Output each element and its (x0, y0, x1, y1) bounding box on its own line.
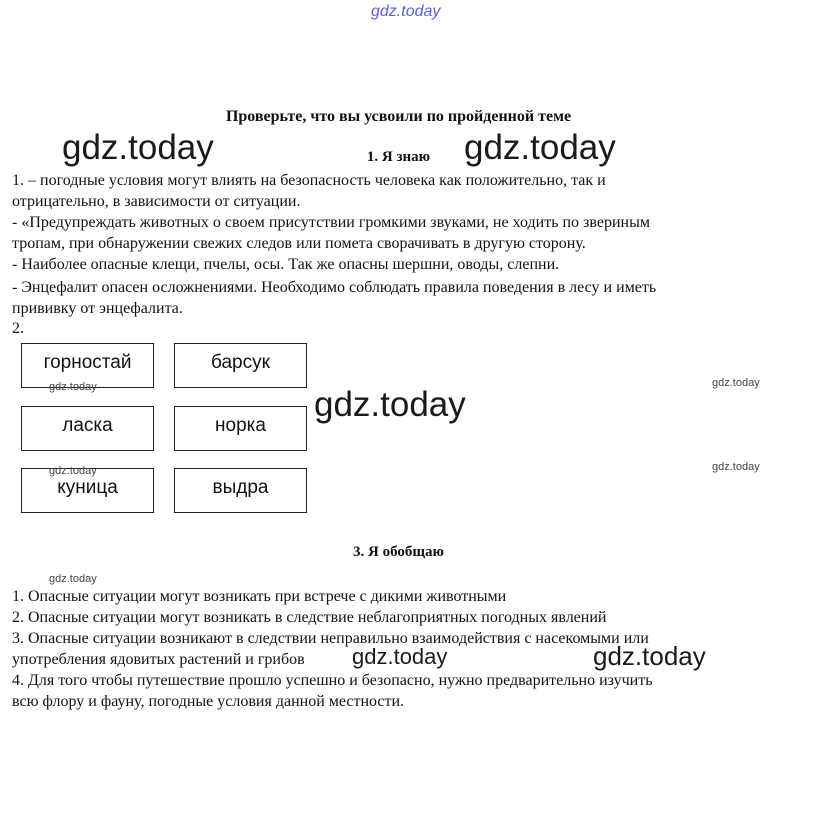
text-line: отрицательно, в зависимости от ситуации. (12, 193, 301, 210)
text-line: - Энцефалит опасен осложнениями. Необходимо соблюдать правила поведения в лесу и иметь (12, 279, 657, 296)
watermark: gdz.today (49, 381, 97, 393)
watermark: gdz.today (62, 128, 214, 167)
watermark: gdz.today (712, 461, 760, 473)
item-number: 2. (12, 320, 24, 337)
text-line: - «Предупреждать животных о своем присутствии громкими звуками, не ходить по звериным (12, 214, 650, 231)
watermark-top: gdz.today (371, 3, 441, 20)
animal-box: норка (174, 406, 307, 451)
page-heading: Проверьте, что вы усвоили по пройденной теме (225, 108, 572, 125)
text-line: - Наиболее опасные клещи, пчелы, осы. Так же опасны шершни, оводы, слепни. (12, 256, 560, 273)
watermark: gdz.today (593, 641, 706, 671)
watermark: gdz.today (352, 644, 448, 669)
text-line: тропам, при обнаружении свежих следов или помета сворачивать в другую сторону. (12, 235, 586, 252)
watermark: gdz.today (49, 573, 97, 585)
text-line: 2. Опасные ситуации могут возникать в следствие неблагоприятных погодных явлений (12, 609, 607, 626)
text-line: 3. Опасные ситуации возникают в следствии неправильно взаимодействия с насекомыми или (12, 630, 649, 647)
animal-box: горностай (21, 343, 154, 388)
text-line: 1. – погодные условия могут влиять на безопасность человека как положительно, так и (12, 172, 606, 189)
text-line: прививку от энцефалита. (12, 300, 183, 317)
section3-title: 3. Я обобщаю (352, 544, 444, 560)
text-line: 1. Опасные ситуации могут возникать при встрече с дикими животными (12, 588, 507, 605)
section1-title: 1. Я знаю (366, 149, 431, 165)
animal-box: куница (21, 468, 154, 513)
watermark: gdz.today (49, 465, 97, 477)
animal-box: ласка (21, 406, 154, 451)
watermark: gdz.today (314, 385, 466, 424)
watermark: gdz.today (712, 377, 760, 389)
text-line: 4. Для того чтобы путешествие прошло успешно и безопасно, нужно предварительно изучить (12, 672, 653, 689)
text-line: употребления ядовитых растений и грибов (12, 651, 305, 668)
watermark: gdz.today (464, 128, 616, 167)
animal-box: выдра (174, 468, 307, 513)
animal-box: барсук (174, 343, 307, 388)
text-line: всю флору и фауну, погодные условия данной местности. (12, 693, 405, 710)
